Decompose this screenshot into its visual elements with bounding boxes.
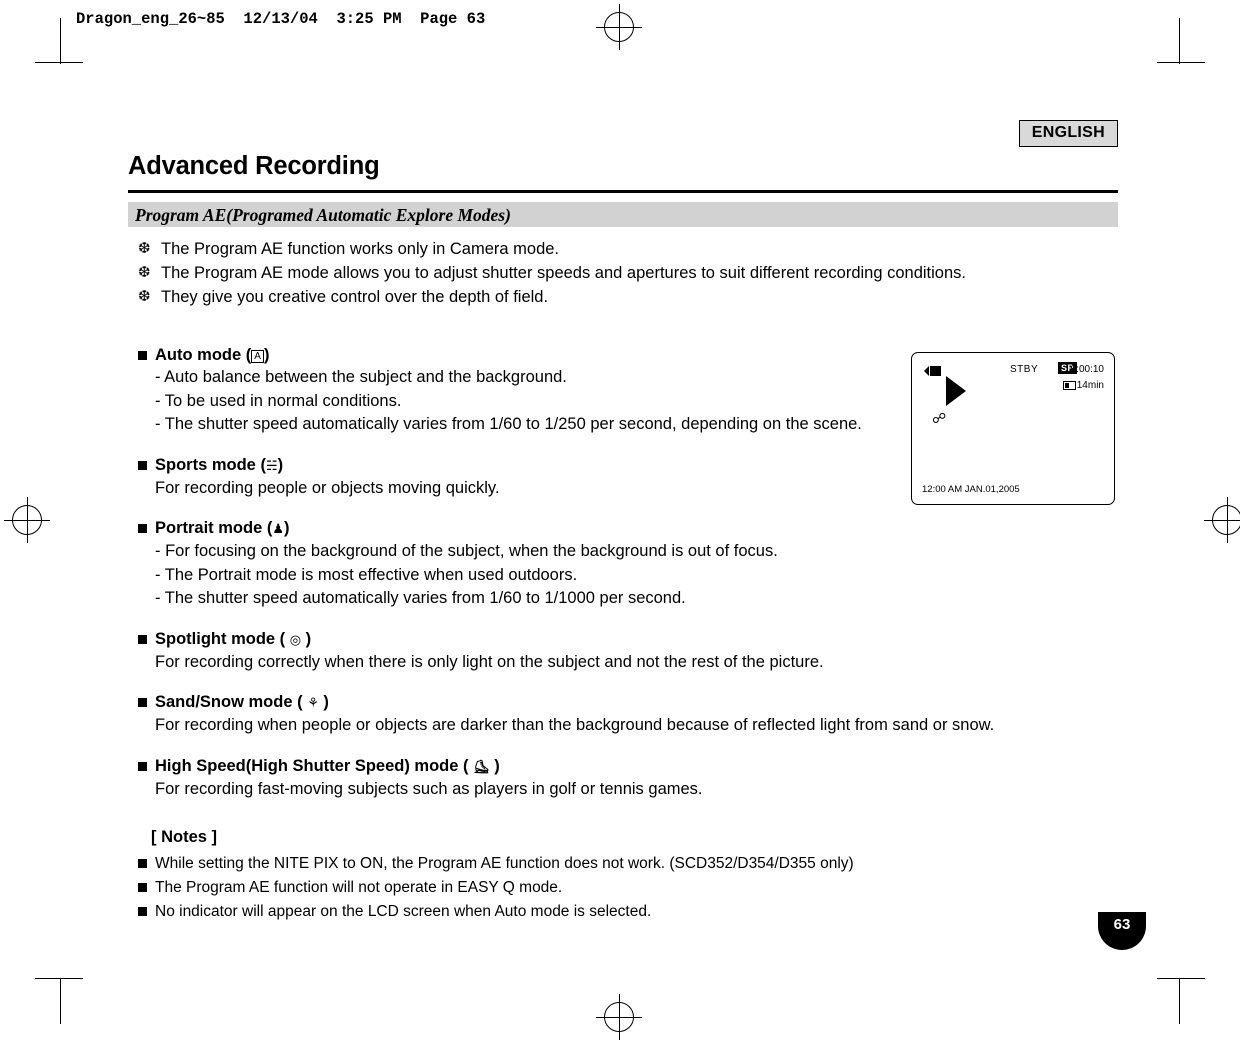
mode-icon-wrapper: ( ⛸ ): [458, 756, 500, 775]
lcd-timecode: 0:00:10: [1070, 364, 1104, 375]
mode-icon-wrapper: (☵): [255, 455, 284, 474]
mode-description: [128, 651, 1118, 675]
list-item-text: The Program AE mode allows you to adjust shutter speeds and apertures to suit different recording conditions.: [161, 264, 966, 282]
note-text: No indicator will appear on the LCD screen when Auto mode is selected.: [155, 903, 652, 920]
page-number-tab: [1098, 912, 1146, 950]
square-bullet-icon: [138, 883, 147, 892]
square-bullet-icon: [138, 461, 147, 470]
title-divider: [128, 190, 1118, 193]
mode-description: [128, 714, 1118, 738]
registration-mark-right: [1212, 505, 1240, 535]
registration-mark-left: [12, 505, 42, 535]
mode-portrait: [128, 518, 1118, 611]
mode-description-line: For recording fast-moving subjects such as players in golf or tennis games.: [155, 779, 703, 798]
portrait-person-icon: ♟: [272, 522, 285, 537]
mode-name: Spotlight mode: [155, 629, 276, 648]
crop-mark-top-left-vertical: [60, 18, 61, 64]
lcd-status-label: STBY: [1010, 364, 1039, 375]
spotlight-icon: ◎: [289, 632, 302, 648]
note-text: While setting the NITE PIX to ON, the Program AE function does not work. (SCD352/D354/D355 only): [155, 855, 854, 872]
mode-description-line: For recording when people or objects are darker than the background because of reflected light from sand or snow.: [155, 716, 995, 734]
page-number: 63: [1113, 916, 1131, 933]
mode-name: Portrait mode: [155, 519, 263, 537]
crop-mark-top-left-horizontal: [35, 62, 83, 63]
list-item: [128, 237, 1118, 261]
crop-mark-bottom-left-vertical: [60, 978, 61, 1024]
crop-mark-bottom-right-horizontal: [1157, 978, 1205, 979]
mode-description-line: - To be used in normal conditions.: [155, 391, 402, 410]
lcd-remaining-time: 14min: [1076, 380, 1104, 391]
auto-a-icon: A: [251, 350, 264, 363]
mode-description: [128, 778, 1118, 802]
square-bullet-icon: [138, 635, 147, 644]
square-bullet-icon: [138, 859, 147, 868]
battery-icon: [1063, 381, 1076, 390]
crop-mark-bottom-right-vertical: [1179, 978, 1180, 1024]
running-person-icon: ☵: [265, 458, 278, 474]
crop-mark-bottom-left-horizontal: [35, 978, 83, 979]
mode-icon-wrapper: ( ◎ ): [275, 629, 312, 648]
square-bullet-icon: [138, 698, 147, 707]
list-item: [128, 285, 1118, 309]
sports-mode-icon: ☍: [932, 410, 947, 426]
mode-spotlight: [128, 629, 1118, 675]
mode-high-speed: [128, 756, 1118, 802]
note-item: [128, 900, 1118, 924]
mode-name: Sand/Snow mode: [155, 693, 293, 711]
section-header: [128, 202, 1118, 227]
crop-mark-top-right-vertical: [1179, 18, 1180, 64]
notes-title: [ Notes ]: [151, 828, 217, 846]
note-item: [128, 876, 1118, 900]
high-speed-icon: ⛸: [473, 759, 490, 775]
mode-description-line: For recording people or objects moving quickly.: [155, 478, 500, 497]
fleuron-bullet-icon: ❆: [138, 288, 151, 305]
tape-indicator-icon: [924, 365, 946, 377]
mode-heading: [128, 756, 1118, 778]
mode-heading: [128, 518, 1118, 540]
mode-heading: [128, 629, 1118, 651]
note-text: The Program AE function will not operate in EASY Q mode.: [155, 879, 563, 896]
mode-icon-wrapper: ( ⚘ ): [292, 693, 329, 711]
lcd-screen-illustration: [911, 352, 1115, 505]
mode-name: High Speed(High Shutter Speed) mode: [155, 756, 459, 775]
registration-mark-top: [604, 12, 634, 42]
note-item: [128, 852, 1118, 876]
mode-name: Sports mode: [155, 455, 256, 474]
mode-description-line: - The shutter speed automatically varies from 1/60 to 1/250 per second, depending on the scene.: [155, 415, 862, 433]
list-item-text: They give you creative control over the depth of field.: [161, 288, 549, 306]
notes-section: [128, 828, 1118, 924]
mode-description-line: - The Portrait mode is most effective when used outdoors.: [155, 565, 578, 584]
crop-mark-top-right-horizontal: [1157, 62, 1205, 63]
language-badge: ENGLISH: [1019, 120, 1118, 147]
page-title: Advanced Recording: [128, 152, 380, 180]
square-bullet-icon: [138, 762, 147, 771]
registration-mark-bottom: [604, 1002, 634, 1032]
mode-name: Auto mode: [155, 346, 242, 364]
list-item: [128, 261, 1118, 285]
section-title: Program AE(Programed Automatic Explore Modes): [135, 205, 511, 225]
lcd-quality-badge: SP: [1058, 362, 1077, 374]
mode-description-line: - Auto balance between the subject and the background.: [155, 368, 567, 386]
mode-icon-wrapper: ( A ): [241, 346, 270, 364]
mode-description: [128, 540, 1118, 611]
fleuron-bullet-icon: ❆: [138, 264, 151, 281]
mode-icon-wrapper: (♟): [262, 519, 290, 537]
file-slug: Dragon_eng_26~85 12/13/04 3:25 PM Page 63: [76, 10, 486, 28]
square-bullet-icon: [138, 351, 147, 360]
mode-description-line: - The shutter speed automatically varies from 1/60 to 1/1000 per second.: [155, 589, 686, 607]
square-bullet-icon: [138, 907, 147, 916]
play-triangle-icon: [946, 376, 966, 406]
list-item-text: The Program AE function works only in Camera mode.: [161, 240, 560, 258]
mode-description-line: For recording correctly when there is only light on the subject and not the rest of the picture.: [155, 652, 824, 671]
sand-snow-icon: ⚘: [307, 696, 319, 711]
mode-sand-snow: [128, 692, 1118, 738]
mode-heading: [128, 692, 1118, 714]
lcd-datetime: 12:00 AM JAN.01,2005: [922, 484, 1020, 495]
fleuron-bullet-icon: ❆: [138, 240, 151, 257]
mode-description-line: - For focusing on the background of the subject, when the background is out of focus.: [155, 542, 778, 560]
square-bullet-icon: [138, 524, 147, 533]
intro-list: [128, 237, 1118, 309]
